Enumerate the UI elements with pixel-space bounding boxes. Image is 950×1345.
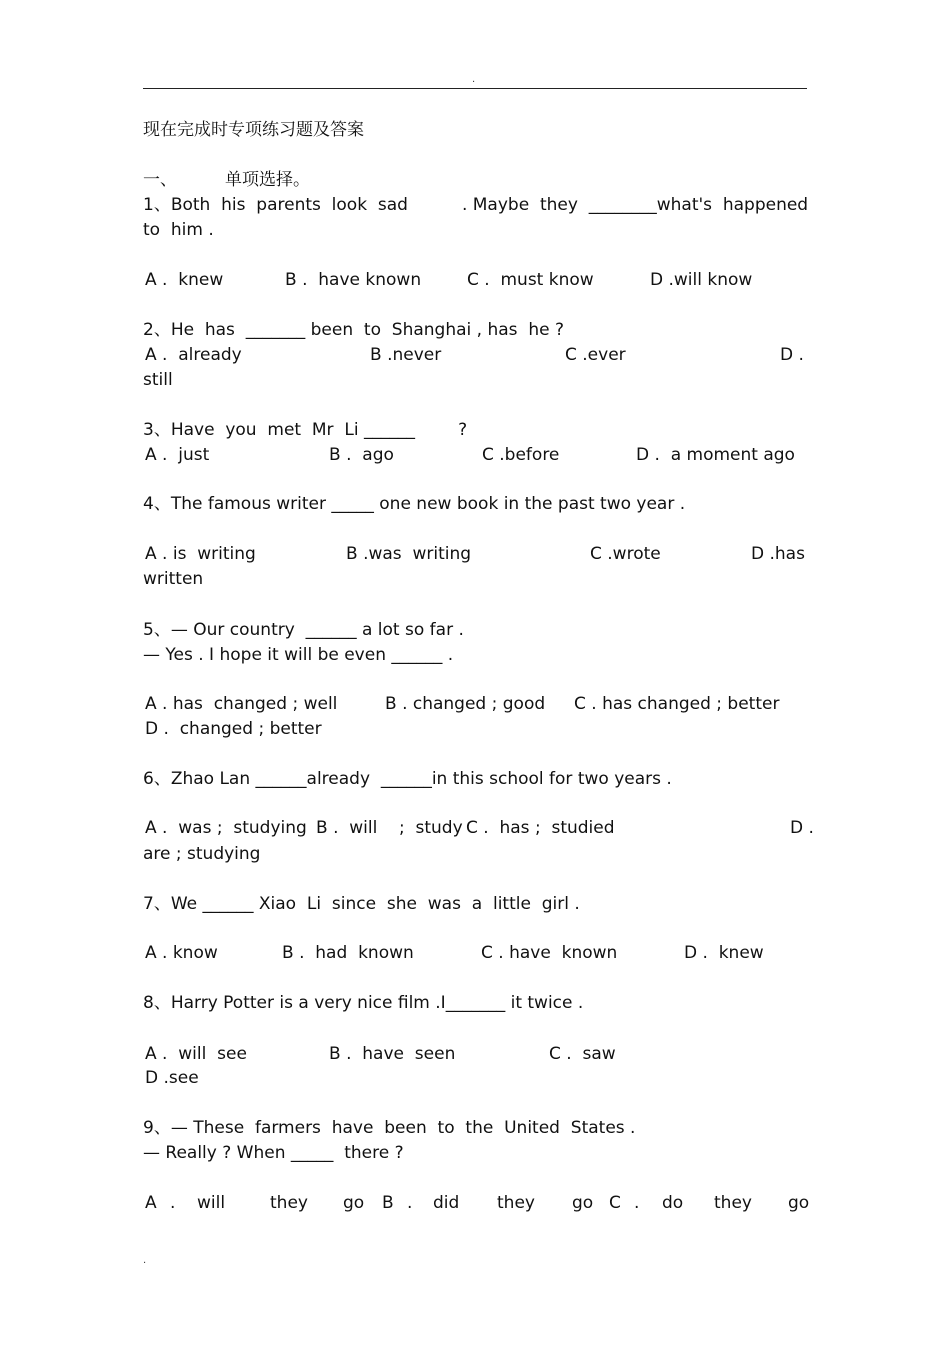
question-2-option-d: D . bbox=[780, 345, 804, 365]
question-9-opt-w5: B bbox=[382, 1193, 394, 1213]
question-5-line1: 5、— Our country ______ a lot so far . bbox=[143, 620, 464, 640]
question-7-line1: 7、We ______ Xiao Li since she was a little girl . bbox=[143, 894, 580, 914]
question-1-option-c: C . must know bbox=[467, 270, 594, 290]
question-6-line1: 6、Zhao Lan ______already ______in this school for two years . bbox=[143, 769, 672, 789]
question-6-option-d: D . bbox=[790, 818, 814, 838]
question-6-option-c: C . has ; studied bbox=[466, 818, 615, 838]
question-3-option-a: A . just bbox=[145, 445, 210, 465]
question-9-opt-w12: do bbox=[662, 1193, 684, 1213]
footer-dot: . bbox=[143, 1255, 147, 1266]
question-2-line1: 2、He has _______ been to Shanghai , has he ? bbox=[143, 320, 564, 340]
question-9-opt-w7: did bbox=[433, 1193, 460, 1213]
question-7-option-c: C . have known bbox=[481, 943, 618, 963]
question-9-opt-w4: go bbox=[343, 1193, 365, 1213]
header-rule bbox=[143, 88, 807, 89]
question-2-option-b: B .never bbox=[370, 345, 442, 365]
question-9-opt-w2: will bbox=[197, 1193, 226, 1213]
question-5-option-d: D . changed ; better bbox=[145, 719, 322, 739]
question-9-opt-w14: go bbox=[788, 1193, 810, 1213]
question-1-option-d: D .will know bbox=[650, 270, 753, 290]
question-9-line1: 9、— These farmers have been to the United States . bbox=[143, 1118, 636, 1138]
question-4-line1: 4、The famous writer _____ one new book in the past two year . bbox=[143, 494, 686, 514]
question-5-line2: — Yes . I hope it will be even ______ . bbox=[143, 645, 454, 665]
question-8-option-d: D .see bbox=[145, 1068, 199, 1088]
question-1-line1: 1、Both his parents look sad . Maybe they ________what's happened bbox=[143, 195, 809, 215]
question-2-option-c: C .ever bbox=[565, 345, 626, 365]
question-7-option-d: D . knew bbox=[684, 943, 764, 963]
header-dot: . bbox=[472, 74, 476, 85]
question-4-option-d: D .has bbox=[751, 544, 805, 564]
question-9-opt-w9: go bbox=[572, 1193, 594, 1213]
question-5-option-b: B . changed ; good bbox=[385, 694, 546, 714]
question-8-option-b: B . have seen bbox=[329, 1044, 456, 1064]
question-9-opt-w10: C bbox=[609, 1193, 621, 1213]
question-1-option-a: A . knew bbox=[145, 270, 224, 290]
question-6-option-a: A . was ; studying bbox=[145, 818, 307, 838]
question-4-option-b: B .was writing bbox=[346, 544, 472, 564]
question-5-option-a: A . has changed ; well bbox=[145, 694, 338, 714]
question-9-opt-w3: they bbox=[270, 1193, 308, 1213]
question-3-line1: 3、Have you met Mr Li ______ ? bbox=[143, 420, 468, 440]
question-9-line2: — Really ? When _____ there ? bbox=[143, 1143, 404, 1163]
question-2-wrap: still bbox=[143, 370, 173, 390]
question-2-option-a: A . already bbox=[145, 345, 242, 365]
question-5-option-c: C . has changed ; better bbox=[574, 694, 780, 714]
question-8-option-a: A . will see bbox=[145, 1044, 247, 1064]
question-9-opt-w0: A bbox=[145, 1193, 157, 1213]
question-3-option-c: C .before bbox=[482, 445, 560, 465]
question-9-opt-w6: . bbox=[407, 1193, 413, 1213]
question-4-wrap: written bbox=[143, 569, 204, 589]
question-7-option-a: A . know bbox=[145, 943, 218, 963]
question-8-line1: 8、Harry Potter is a very nice film .I_______ it twice . bbox=[143, 993, 584, 1013]
question-7-option-b: B . had known bbox=[282, 943, 414, 963]
question-1-line2: to him . bbox=[143, 220, 214, 240]
question-3-option-b: B . ago bbox=[329, 445, 394, 465]
question-4-option-c: C .wrote bbox=[590, 544, 661, 564]
question-6-option-b: B . will ; study bbox=[316, 818, 463, 838]
section-number: 一、 bbox=[143, 170, 177, 190]
question-8-option-c: C . saw bbox=[549, 1044, 616, 1064]
question-9-opt-w13: they bbox=[714, 1193, 752, 1213]
document-title: 现在完成时专项练习题及答案 bbox=[143, 120, 364, 140]
question-9-opt-w1: . bbox=[170, 1193, 176, 1213]
question-9-opt-w8: they bbox=[497, 1193, 535, 1213]
question-3-option-d: D . a moment ago bbox=[636, 445, 795, 465]
question-9-opt-w11: . bbox=[634, 1193, 640, 1213]
question-4-option-a: A . is writing bbox=[145, 544, 256, 564]
section-label: 单项选择。 bbox=[225, 170, 310, 190]
question-1-option-b: B . have known bbox=[285, 270, 422, 290]
question-6-wrap: are ; studying bbox=[143, 844, 261, 864]
